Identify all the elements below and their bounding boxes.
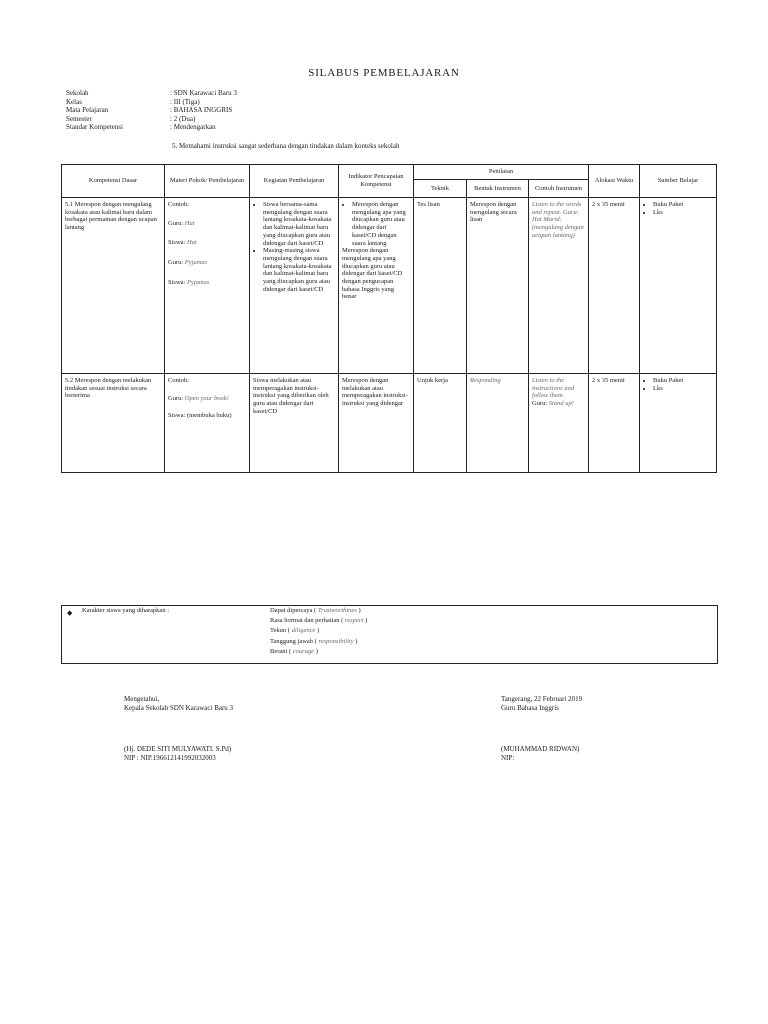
contoh-line <box>532 400 585 408</box>
info-row-standard <box>66 123 237 132</box>
character-end: ) <box>365 617 368 625</box>
cell-sumber <box>640 374 717 473</box>
character-end: ) <box>317 627 320 635</box>
info-label: Mata Pelajaran <box>66 106 109 115</box>
signature-right <box>501 695 582 712</box>
cell-kegiatan: Siswa melakukan atau memperagakan instruksi-instruksi yang diberikan oleh guru atau didengar dari kaset/CD <box>250 374 339 473</box>
list-item: • Lks <box>653 385 713 393</box>
info-value: : III (Tiga) <box>170 97 200 106</box>
header-contoh: Contoh Instrumen <box>529 180 589 198</box>
character-en: diligence <box>291 627 316 635</box>
speaker: Siswa: <box>168 239 186 247</box>
list-item: • Lks <box>653 209 713 217</box>
cell-materi <box>165 374 250 473</box>
character-en: courage <box>292 647 315 655</box>
character-word: Berani ( <box>270 647 292 655</box>
character-end: ) <box>358 607 361 614</box>
header-kompetensi: Kompetensi Dasar <box>62 165 165 198</box>
character-item <box>270 616 367 626</box>
info-label: Semester <box>66 114 92 123</box>
speaker: Guru: <box>168 259 184 267</box>
character-item <box>270 626 367 636</box>
cell-indikator <box>339 198 414 374</box>
cell-indikator: Merespon dengan melakukan atau memperagakan instruksi-instruksi yang didengar <box>339 374 414 473</box>
cell-teknik: Unjuk kerja <box>414 374 467 473</box>
speaker: Guru: <box>168 394 184 402</box>
utterance: Hat <box>186 239 197 247</box>
materi-line <box>168 239 246 247</box>
speaker: Guru: <box>168 219 184 227</box>
signature-left-name <box>124 745 231 762</box>
table-row <box>62 198 717 374</box>
materi-line <box>168 259 246 267</box>
info-row-semester <box>66 115 237 124</box>
character-en: responsibility <box>318 637 354 645</box>
character-word: Tekun ( <box>270 627 290 635</box>
info-row-school <box>66 89 237 98</box>
speaker: Siswa: <box>168 278 186 286</box>
character-word: Dapat dipercaya ( <box>270 607 317 614</box>
header-teknik: Teknik <box>414 180 467 198</box>
header-kegiatan: Kegiatan Pembelajaran <box>250 165 339 198</box>
info-value: : BAHASA INGGRIS <box>170 106 233 115</box>
cell-materi <box>165 198 250 374</box>
cell-sumber <box>640 198 717 374</box>
character-list <box>270 606 367 657</box>
character-item <box>270 647 367 657</box>
utterance: Open your book! <box>184 394 229 402</box>
materi-line <box>168 395 246 403</box>
info-label: Sekolah <box>66 89 89 97</box>
signature-left <box>124 695 233 712</box>
list-item: • Masing-masing siswa mengulang dengan suara lantang kosakata-kosakata dan kalimat-kalimat baru yang diucapkan guru atau didengar dari kaset/CD <box>263 247 335 293</box>
character-end: ) <box>315 647 318 655</box>
header-sumber: Sumber Belajar <box>640 165 717 198</box>
indikator-text: Merespon dengan mengulang apa yang diucapkan guru atau didengar dari kaset/CD dengan pengucapan bahasa Inggris yang benar <box>342 247 403 301</box>
materi-title: Contoh: <box>168 201 189 208</box>
contoh-text: Listen to the instructions and follow them. <box>532 377 575 400</box>
table-row <box>62 374 717 473</box>
list-item: • Buku Paket <box>653 377 713 385</box>
cell-contoh <box>529 374 589 473</box>
cell-teknik: Tes lisan <box>414 198 467 374</box>
signatory-nip: NIP: <box>501 753 515 762</box>
signature-role: Guru Bahasa Inggris <box>501 703 559 712</box>
diamond-bullet-icon: ◆ <box>67 609 73 617</box>
info-value: : 2 (Dua) <box>170 114 196 123</box>
syllabus-info <box>66 89 237 132</box>
character-en: Trustworthines <box>317 607 357 614</box>
info-value: : SDN Karawaci Baru 3 <box>170 89 237 97</box>
character-item <box>270 606 367 616</box>
header-penilaian: Penilaian <box>414 165 589 180</box>
signature-caption: Mengetahui, <box>124 695 160 703</box>
header-materi: Materi Pokok/ Pembelajaran <box>165 165 250 198</box>
signature-right-name <box>501 745 579 762</box>
character-box <box>61 605 718 664</box>
character-word: Rasa hormat dan perhatian ( <box>270 617 344 625</box>
info-row-subject <box>66 106 237 115</box>
header-alokasi: Alokasi Waktu <box>589 165 640 198</box>
materi-title: Contoh: <box>168 377 189 384</box>
cell-kegiatan <box>250 198 339 374</box>
info-label: Standar Kompetensi <box>66 123 123 132</box>
character-en: respect <box>344 617 364 625</box>
list-item: • Siswa bersama-sama mengulang dengan suara lantang kosakata-kosakata dan kalimat-kalimat baru yang diucapkan guru atau didengar dari kaset/CD <box>263 201 335 247</box>
info-label: Kelas <box>66 97 82 106</box>
materi-line: Siswa: (membuka buku) <box>168 412 232 420</box>
signatory-name: (Hj. DEDE SITI MULYAWATI. S.Pd) <box>124 745 232 753</box>
list-item: • Buku Paket <box>653 201 713 209</box>
syllabus-table <box>61 164 717 473</box>
signature-date: Tangerang, 22 Februari 2019 <box>501 695 583 703</box>
character-word: Tanggung jawab ( <box>270 637 317 645</box>
header-bentuk: Bentuk Instrumen <box>467 180 529 198</box>
utterance: Pyjamas <box>186 278 210 286</box>
cell-alokasi: 2 x 35 menit <box>589 198 640 374</box>
character-label: Karakter siswa yang diharapkan : <box>82 607 169 614</box>
cell-contoh: Listen to the words and repeat. Guru: Hat Murid: (mengulang dengan ucapan lantang) <box>529 198 589 374</box>
cell-kompetensi: 5.1 Merespon dengan mengulang kosakata atau kalimat baru dalam berbagai permainan dengan ucapan lantang <box>62 198 165 374</box>
speaker: Guru: <box>532 400 548 408</box>
cell-bentuk: Responding <box>467 374 529 473</box>
info-value: : Mendengarkan <box>170 123 216 132</box>
materi-line <box>168 279 246 287</box>
utterance: Hat <box>184 219 195 227</box>
materi-line <box>168 220 246 228</box>
cell-alokasi: 2 x 35 menit <box>589 374 640 473</box>
signatory-name: (MUHAMMAD RIDWAN) <box>501 745 580 753</box>
character-item <box>270 637 367 647</box>
cell-kompetensi: 5.2 Merespon dengan melakukan tindakan sesuai instruksi secara berterima <box>62 374 165 473</box>
info-row-class <box>66 98 237 107</box>
utterance: Pyjamas <box>184 259 208 267</box>
signatory-nip: NIP : NIP.196612141992032003 <box>124 753 216 762</box>
header-indikator: Indikator Pencapaian Kompetensi <box>339 165 414 198</box>
utterance: Stand up! <box>548 400 574 408</box>
signature-role: Kepala Sekolah SDN Karawaci Baru 3 <box>124 703 234 712</box>
standard-competency-line: 5. Memahami instruksi sangat sederhana dengan tindakan dalam konteks sekolah <box>172 142 400 150</box>
character-end: ) <box>355 637 358 645</box>
list-item: • Merespon dengan mengulang apa yang diucapkan guru atau didengar dari kaset/CD dengan suara lantang <box>352 201 410 247</box>
cell-bentuk: Merespon dengan mengulang secara lisan <box>467 198 529 374</box>
page-title: SILABUS PEMBELAJARAN <box>308 67 460 79</box>
